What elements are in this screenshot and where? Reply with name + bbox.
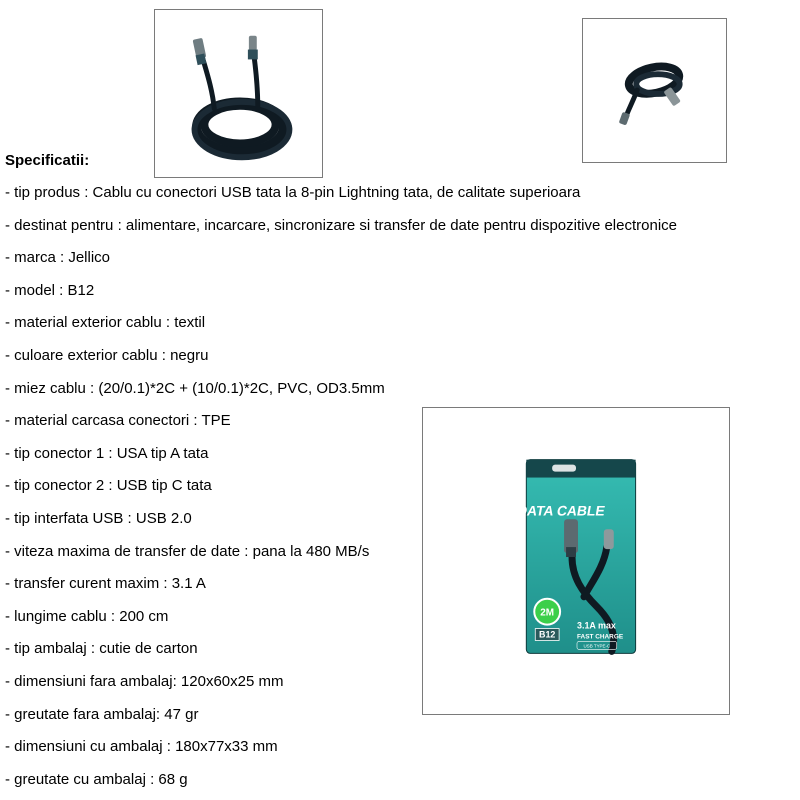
package-badge: 2M <box>540 607 555 619</box>
spec-item: - tip conector 1 : USA tip A tata <box>5 445 209 462</box>
package-connector: USB TYPE-C <box>583 643 611 649</box>
spec-item: - culoare exterior cablu : negru <box>5 347 209 364</box>
cable-coil-image <box>155 10 322 177</box>
product-photo-cable-bundle <box>582 18 727 163</box>
spec-item: - material carcasa conectori : TPE <box>5 412 231 429</box>
product-photo-package <box>422 407 730 715</box>
spec-item: - viteza maxima de transfer de date : pana la 480 MB/s <box>5 543 370 560</box>
spec-item: - dimensiuni fara ambalaj: 120x60x25 mm <box>5 673 284 690</box>
spec-item: - model : B12 <box>5 282 95 299</box>
spec-item: - greutate cu ambalaj : 68 g <box>5 771 188 788</box>
package-model: B12 <box>538 629 556 640</box>
specs-heading: Specificatii: <box>5 152 90 169</box>
package-title: DATA CABLE <box>515 502 607 519</box>
spec-item: - material exterior cablu : textil <box>5 314 206 331</box>
spec-item: - tip interfata USB : USB 2.0 <box>5 510 192 527</box>
spec-item: - dimensiuni cu ambalaj : 180x77x33 mm <box>5 738 278 755</box>
spec-item: - miez cablu : (20/0.1)*2C + (10/0.1)*2C, PVC, OD3.5mm <box>5 380 385 397</box>
spec-item: - tip ambalaj : cutie de carton <box>5 640 198 657</box>
spec-item: - tip conector 2 : USB tip C tata <box>5 477 212 494</box>
product-photo-coiled-cable <box>154 9 323 178</box>
package-image <box>423 408 729 714</box>
package-current: 3.1A max <box>576 620 616 631</box>
cable-bundle-image <box>583 19 726 162</box>
package-charge: FAST CHARGE <box>576 633 624 641</box>
spec-item: - marca : Jellico <box>5 249 111 266</box>
spec-item: - transfer curent maxim : 3.1 A <box>5 575 206 592</box>
spec-item: - greutate fara ambalaj: 47 gr <box>5 706 199 723</box>
spec-item: - tip produs : Cablu cu conectori USB tata la 8-pin Lightning tata, de calitate superioara <box>5 184 581 201</box>
spec-item: - destinat pentru : alimentare, incarcare, sincronizare si transfer de date pentru dispozitive electronice <box>5 217 678 234</box>
spec-item: - lungime cablu : 200 cm <box>5 608 169 625</box>
